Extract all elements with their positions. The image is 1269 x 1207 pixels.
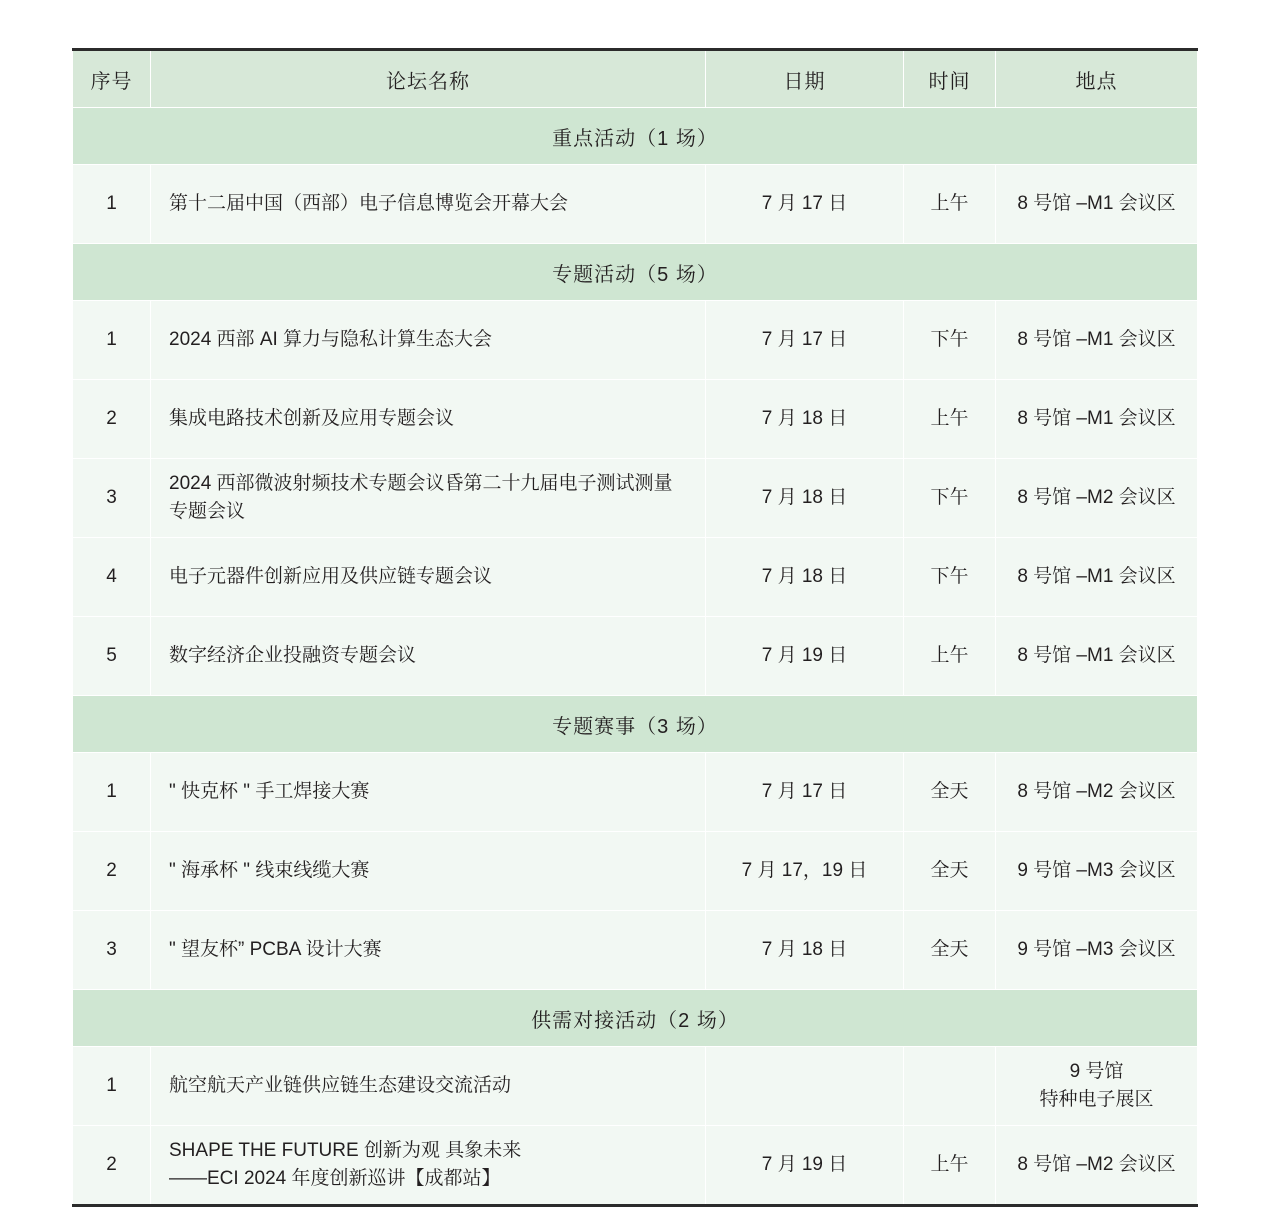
section-banner-row bbox=[73, 990, 1198, 1047]
cell-place: 9 号馆 –M3 会议区 bbox=[996, 911, 1198, 990]
cell-time: 下午 bbox=[904, 538, 996, 617]
cell-date bbox=[706, 1047, 904, 1126]
cell-name: " 望友杯” PCBA 设计大赛 bbox=[151, 911, 706, 990]
table-row bbox=[73, 617, 1198, 696]
column-header-time: 时间 bbox=[904, 50, 996, 108]
cell-index: 4 bbox=[73, 538, 151, 617]
column-header-place: 地点 bbox=[996, 50, 1198, 108]
cell-index: 1 bbox=[73, 753, 151, 832]
cell-name: 数字经济企业投融资专题会议 bbox=[151, 617, 706, 696]
table-row bbox=[73, 380, 1198, 459]
cell-date: 7 月 19 日 bbox=[706, 617, 904, 696]
cell-time: 上午 bbox=[904, 165, 996, 244]
cell-index: 3 bbox=[73, 911, 151, 990]
section-banner-row bbox=[73, 696, 1198, 753]
cell-time: 全天 bbox=[904, 753, 996, 832]
column-header-index: 序号 bbox=[73, 50, 151, 108]
section-title: 重点活动（1 场） bbox=[73, 108, 1198, 165]
cell-time bbox=[904, 1047, 996, 1126]
section-title: 专题赛事（3 场） bbox=[73, 696, 1198, 753]
cell-place bbox=[996, 1047, 1198, 1126]
cell-date: 7 月 17 日 bbox=[706, 753, 904, 832]
cell-index: 2 bbox=[73, 380, 151, 459]
cell-time: 上午 bbox=[904, 1126, 996, 1206]
cell-name bbox=[151, 1126, 706, 1206]
cell-name: 第十二届中国（西部）电子信息博览会开幕大会 bbox=[151, 165, 706, 244]
cell-index: 2 bbox=[73, 1126, 151, 1206]
table-row bbox=[73, 1047, 1198, 1126]
cell-index: 1 bbox=[73, 165, 151, 244]
cell-place: 8 号馆 –M1 会议区 bbox=[996, 380, 1198, 459]
cell-index: 3 bbox=[73, 459, 151, 538]
cell-place: 9 号馆 –M3 会议区 bbox=[996, 832, 1198, 911]
column-header-name: 论坛名称 bbox=[151, 50, 706, 108]
cell-index: 2 bbox=[73, 832, 151, 911]
cell-name: 航空航天产业链供应链生态建设交流活动 bbox=[151, 1047, 706, 1126]
section-title: 供需对接活动（2 场） bbox=[73, 990, 1198, 1047]
table-row bbox=[73, 459, 1198, 538]
table-header-row bbox=[73, 50, 1198, 108]
cell-place: 8 号馆 –M1 会议区 bbox=[996, 538, 1198, 617]
cell-time: 上午 bbox=[904, 380, 996, 459]
table-row bbox=[73, 165, 1198, 244]
cell-date: 7 月 17 日 bbox=[706, 301, 904, 380]
table-row bbox=[73, 1126, 1198, 1206]
forum-schedule-table bbox=[72, 48, 1198, 1207]
cell-date: 7 月 17 日 bbox=[706, 165, 904, 244]
cell-name: 2024 西部 AI 算力与隐私计算生态大会 bbox=[151, 301, 706, 380]
cell-index: 5 bbox=[73, 617, 151, 696]
cell-place: 8 号馆 –M1 会议区 bbox=[996, 165, 1198, 244]
cell-date: 7 月 18 日 bbox=[706, 911, 904, 990]
cell-name: " 海承杯 " 线束线缆大赛 bbox=[151, 832, 706, 911]
cell-place: 8 号馆 –M2 会议区 bbox=[996, 1126, 1198, 1206]
cell-place: 8 号馆 –M2 会议区 bbox=[996, 753, 1198, 832]
cell-date: 7 月 18 日 bbox=[706, 538, 904, 617]
column-header-date: 日期 bbox=[706, 50, 904, 108]
table-row bbox=[73, 301, 1198, 380]
cell-time: 下午 bbox=[904, 301, 996, 380]
cell-time: 全天 bbox=[904, 832, 996, 911]
cell-place: 8 号馆 –M2 会议区 bbox=[996, 459, 1198, 538]
cell-place: 8 号馆 –M1 会议区 bbox=[996, 301, 1198, 380]
section-banner-row bbox=[73, 244, 1198, 301]
cell-name: 集成电路技术创新及应用专题会议 bbox=[151, 380, 706, 459]
cell-place: 8 号馆 –M1 会议区 bbox=[996, 617, 1198, 696]
cell-name: 电子元器件创新应用及供应链专题会议 bbox=[151, 538, 706, 617]
cell-index: 1 bbox=[73, 1047, 151, 1126]
cell-date: 7 月 18 日 bbox=[706, 380, 904, 459]
cell-index: 1 bbox=[73, 301, 151, 380]
cell-time: 上午 bbox=[904, 617, 996, 696]
section-banner-row bbox=[73, 108, 1198, 165]
cell-time: 下午 bbox=[904, 459, 996, 538]
table-row bbox=[73, 538, 1198, 617]
cell-name: " 快克杯 " 手工焊接大赛 bbox=[151, 753, 706, 832]
section-title: 专题活动（5 场） bbox=[73, 244, 1198, 301]
cell-name-line2: ——ECI 2024 年度创新巡讲【成都站】 bbox=[169, 1168, 501, 1189]
table-row bbox=[73, 911, 1198, 990]
cell-place-line1: 9 号馆 bbox=[1069, 1060, 1124, 1082]
table-row bbox=[73, 832, 1198, 911]
cell-date: 7 月 19 日 bbox=[706, 1126, 904, 1206]
cell-name: 2024 西部微波射频技术专题会议昏第二十九届电子测试测量专题会议 bbox=[151, 459, 706, 538]
table-row bbox=[73, 753, 1198, 832]
cell-place-line2: 特种电子展区 bbox=[1039, 1089, 1154, 1110]
cell-time: 全天 bbox=[904, 911, 996, 990]
cell-date: 7 月 17，19 日 bbox=[706, 832, 904, 911]
cell-name-line1: SHAPE THE FUTURE 创新为观 具象未来 bbox=[169, 1139, 522, 1161]
cell-date: 7 月 18 日 bbox=[706, 459, 904, 538]
